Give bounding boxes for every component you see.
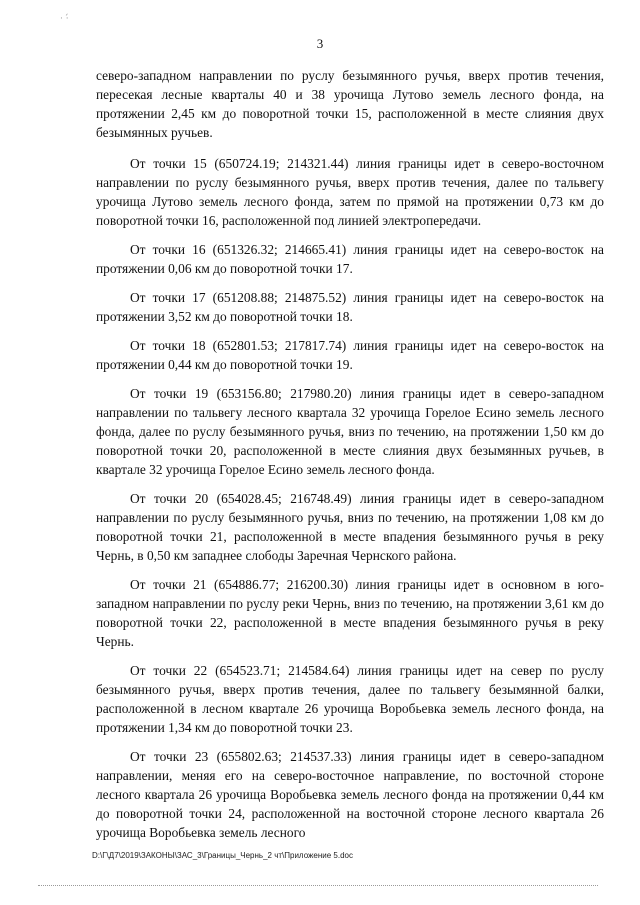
paragraph-point-19: От точки 19 (653156.80; 217980.20) линия границы идет в северо-западном направлении по тальвегу лесного квартала 32 урочища Горелое Есино земель лесного фонда, далее по руслу безымянного ручья, вниз по течению, на протяжении 1,50 км до поворотной точки 20, расположенной в месте слияния двух безымянных ручьев, в квартале 32 урочища Горелое Есино земель лесного фонда. xyxy=(96,386,604,477)
footer-file-path: D:\Г\Д7\2019\ЗАКОНЫ\ЗАС_3\Границы_Чернь_2 чт\Приложение 5.doc xyxy=(92,851,353,860)
scan-corner-mark: · ·́ xyxy=(60,14,69,24)
paragraph-point-22: От точки 22 (654523.71; 214584.64) линия границы идет на север по руслу безымянного ручья, вверх против течения, далее по тальвегу безымянной балки, расположенной в лесном квартале 26 урочища Воробьевка земель лесного фонда, на протяжении 1,34 км до поворотной точки 23. xyxy=(96,663,604,735)
paragraph-point-21: От точки 21 (654886.77; 216200.30) линия границы идет в основном в юго-западном направлении по руслу реки Чернь, вниз по течению, на протяжении 3,61 км до поворотной точки 22, расположенной в месте впадения безымянного ручья в реку Чернь. xyxy=(96,577,604,649)
paragraph-point-18: От точки 18 (652801.53; 217817.74) линия границы идет на северо-восток на протяжении 0,44 км до поворотной точки 19. xyxy=(96,338,604,372)
paragraph-point-20: От точки 20 (654028.45; 216748.49) линия границы идет в северо-западном направлении по руслу безымянного ручья, вниз по течению, на протяжении 1,08 км до поворотной точки 21, расположенной в месте впадения безымянного ручья в реку Чернь, в 0,50 км западнее слободы Заречная Чернского района. xyxy=(96,491,604,563)
scan-artifact-line xyxy=(38,885,598,886)
paragraph-point-17: От точки 17 (651208.88; 214875.52) линия границы идет на северо-восток на протяжении 3,52 км до поворотной точки 18. xyxy=(96,290,604,324)
paragraph-continuation: северо-западном направлении по руслу безымянного ручья, вверх против течения, пересекая лесные кварталы 40 и 38 урочища Лутово земель лесного фонда, на протяжении 2,45 км до поворотной точки 15, расположенной в месте слияния двух безымянных ручьев. xyxy=(96,68,604,140)
paragraph-point-23: От точки 23 (655802.63; 214537.33) линия границы идет в северо-западном направлении, меняя его на северо-восточное направление, по восточной стороне лесного квартала 26 урочища Воробьевка земель лесного фонда на протяжении 0,44 км до поворотной точки 24, расположенной на восточной стороне лесного квартала 26 урочища Воробьевка земель лесного xyxy=(96,749,604,840)
page-number: 3 xyxy=(316,36,324,51)
paragraph-point-16: От точки 16 (651326.32; 214665.41) линия границы идет на северо-восток на протяжении 0,06 км до поворотной точки 17. xyxy=(96,242,604,276)
document-body xyxy=(96,66,604,852)
paragraph-point-15: От точки 15 (650724.19; 214321.44) линия границы идет в северо-восточном направлении по руслу безымянного ручья, вверх против течения, далее по тальвегу урочища Лутово земель лесного фонда, затем по прямой на протяжении 0,73 км до поворотной точки 16, расположенной под линией электропередачи. xyxy=(96,156,604,228)
